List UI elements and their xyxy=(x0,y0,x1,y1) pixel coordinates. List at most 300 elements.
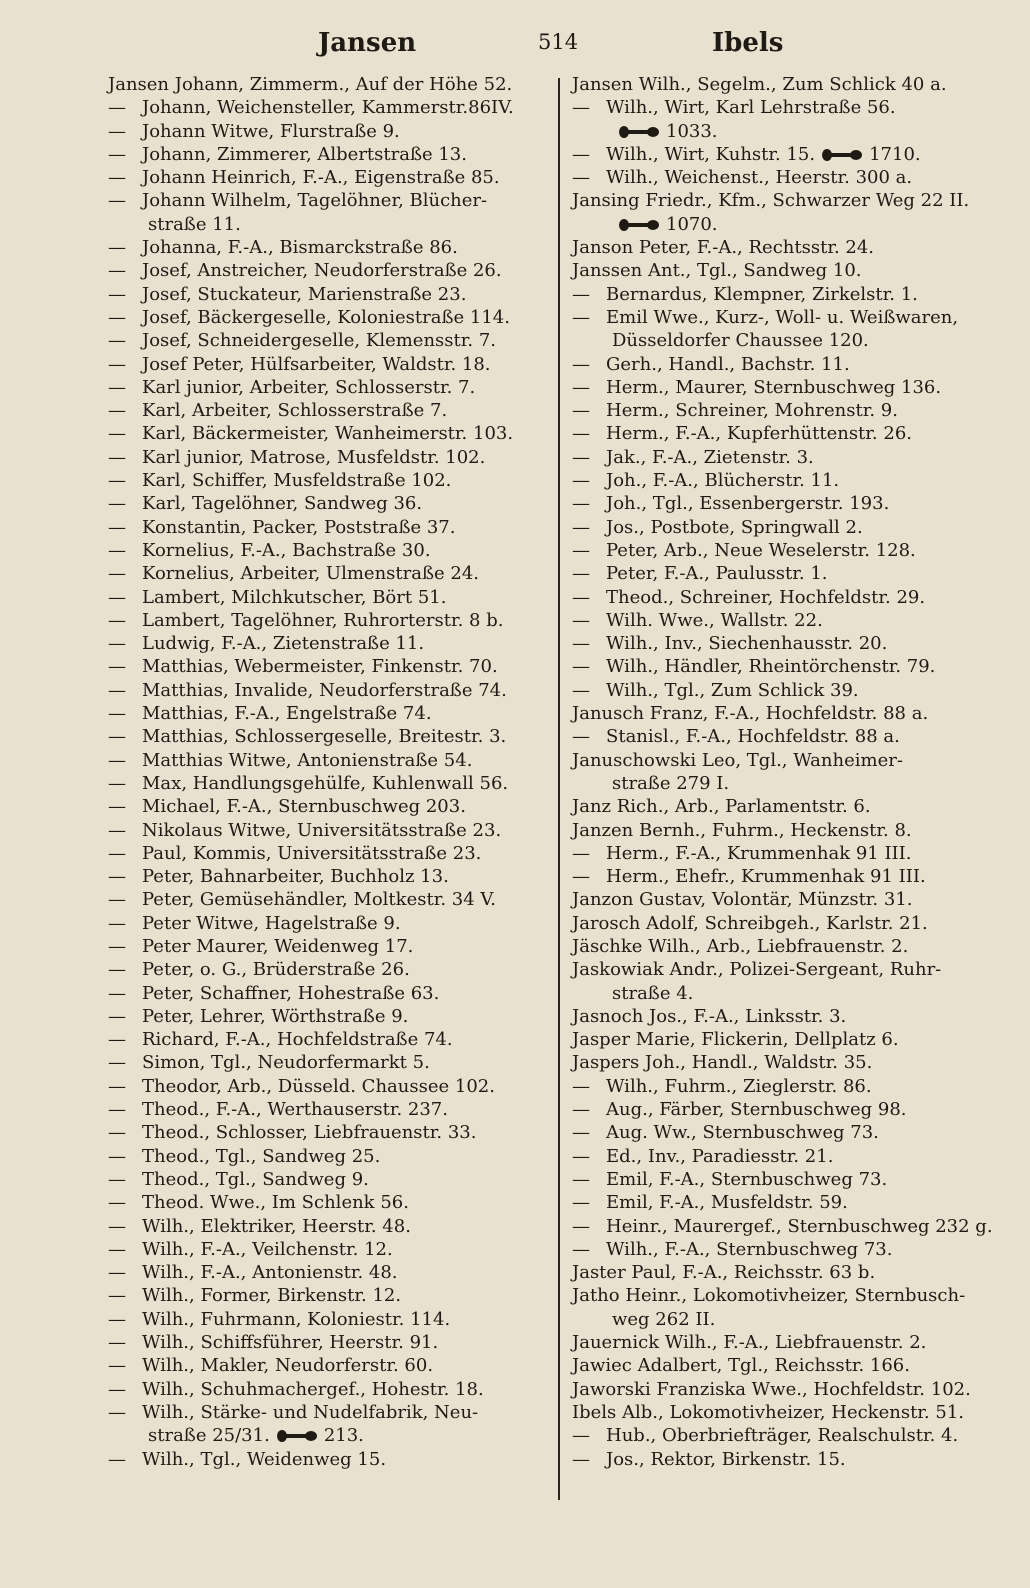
entry-text: Jos., Postbote, Springwall 2. xyxy=(606,516,863,538)
column-divider xyxy=(558,78,560,1500)
directory-entry xyxy=(108,772,548,795)
ditto-dash: — xyxy=(572,167,590,189)
ditto-dash: — xyxy=(108,1448,126,1470)
directory-entry xyxy=(108,516,548,539)
directory-entry xyxy=(108,819,548,842)
directory-entry xyxy=(572,725,1007,748)
directory-entry xyxy=(572,1331,1007,1354)
directory-entry xyxy=(572,306,1007,329)
directory-entry xyxy=(572,958,1007,981)
directory-entry xyxy=(572,1145,1007,1168)
entry-text: Theod. Wwe., Im Schlenk 56. xyxy=(142,1192,409,1214)
ditto-dash: — xyxy=(572,1099,590,1121)
ditto-dash: — xyxy=(108,1099,126,1121)
directory-entry xyxy=(108,1261,548,1284)
directory-entry xyxy=(572,562,1007,585)
directory-entry xyxy=(108,213,548,236)
entry-text: Ibels Alb., Lokomotivheizer, Heckenstr. 51. xyxy=(572,1401,965,1423)
directory-entry xyxy=(572,236,1007,259)
directory-entry xyxy=(572,842,1007,865)
directory-entry xyxy=(108,1215,548,1238)
entry-text: Michael, F.-A., Sternbuschweg 203. xyxy=(142,796,466,818)
directory-entry xyxy=(108,865,548,888)
ditto-dash: — xyxy=(572,493,590,515)
telephone-icon xyxy=(618,125,660,139)
ditto-dash: — xyxy=(108,609,126,631)
entry-text: Herm., Maurer, Sternbuschweg 136. xyxy=(606,376,942,398)
directory-entry xyxy=(572,1238,1007,1261)
header-right-name: Ibels xyxy=(712,28,784,58)
ditto-dash: — xyxy=(108,866,126,888)
telephone-number: 213. xyxy=(323,1425,364,1447)
ditto-dash: — xyxy=(572,1425,590,1447)
entry-text: Karl, Tagelöhner, Sandweg 36. xyxy=(142,493,423,515)
entry-text: Theod., Tgl., Sandweg 25. xyxy=(142,1145,381,1167)
entry-text: Ed., Inv., Paradiesstr. 21. xyxy=(606,1145,834,1167)
directory-entry xyxy=(572,888,1007,911)
ditto-dash: — xyxy=(108,516,126,538)
entry-text: Josef, Schneidergeselle, Klemensstr. 7. xyxy=(142,330,496,352)
directory-entry xyxy=(572,1191,1007,1214)
directory-entry xyxy=(108,1005,548,1028)
directory-entry xyxy=(108,306,548,329)
entry-text: Herm., Ehefr., Krummenhak 91 III. xyxy=(606,866,926,888)
telephone-number: 1710. xyxy=(869,143,921,165)
directory-entry xyxy=(572,819,1007,842)
page-header xyxy=(0,28,1030,68)
ditto-dash: — xyxy=(108,1285,126,1307)
directory-entry xyxy=(108,1028,548,1051)
directory-entry xyxy=(572,702,1007,725)
directory-entry xyxy=(108,376,548,399)
ditto-dash: — xyxy=(108,1168,126,1190)
ditto-dash: — xyxy=(108,1401,126,1423)
directory-entry xyxy=(108,1121,548,1144)
entry-text: Jäschke Wilh., Arb., Liebfrauenstr. 2. xyxy=(572,935,909,957)
directory-entry xyxy=(108,958,548,981)
ditto-dash: — xyxy=(108,237,126,259)
directory-entry xyxy=(572,1378,1007,1401)
directory-entry xyxy=(572,376,1007,399)
entry-text: Janusch Franz, F.-A., Hochfeldstr. 88 a. xyxy=(572,703,929,725)
directory-entry xyxy=(572,1028,1007,1051)
entry-text: Matthias Witwe, Antonienstraße 54. xyxy=(142,749,473,771)
ditto-dash: — xyxy=(108,633,126,655)
entry-text: Emil, F.-A., Musfeldstr. 59. xyxy=(606,1192,848,1214)
ditto-dash: — xyxy=(108,1005,126,1027)
directory-entry xyxy=(572,189,1007,212)
entry-text: Januschowski Leo, Tgl., Wanheimer- xyxy=(572,749,903,771)
directory-entry xyxy=(572,1424,1007,1447)
telephone-icon xyxy=(821,148,863,162)
ditto-dash: — xyxy=(572,516,590,538)
entry-text: Jasnoch Jos., F.-A., Linksstr. 3. xyxy=(572,1005,847,1027)
ditto-dash: — xyxy=(572,143,590,165)
directory-entry xyxy=(572,353,1007,376)
entry-text: Kornelius, F.-A., Bachstraße 30. xyxy=(142,539,431,561)
entry-text: Jasper Marie, Flickerin, Dellplatz 6. xyxy=(572,1029,899,1051)
entry-text: Bernardus, Klempner, Zirkelstr. 1. xyxy=(606,283,918,305)
directory-entry xyxy=(108,189,548,212)
directory-entry xyxy=(572,609,1007,632)
entry-text: Wilh., Tgl., Zum Schlick 39. xyxy=(606,679,859,701)
ditto-dash: — xyxy=(572,633,590,655)
entry-text: Johann Heinrich, F.-A., Eigenstraße 85. xyxy=(142,167,500,189)
ditto-dash: — xyxy=(108,1262,126,1284)
entry-text: Matthias, Schlossergeselle, Breitestr. 3. xyxy=(142,726,507,748)
entry-text: Jak., F.-A., Zietenstr. 3. xyxy=(606,446,814,468)
ditto-dash: — xyxy=(108,1378,126,1400)
ditto-dash: — xyxy=(108,819,126,841)
entry-text: Jansen Wilh., Segelm., Zum Schlick 40 a. xyxy=(572,74,947,95)
ditto-dash: — xyxy=(108,679,126,701)
entry-text: Janzen Bernh., Fuhrm., Heckenstr. 8. xyxy=(572,819,912,841)
page-number: 514 xyxy=(538,30,579,54)
ditto-dash: — xyxy=(108,330,126,352)
directory-entry xyxy=(108,842,548,865)
directory-entry xyxy=(108,143,548,166)
directory-entry xyxy=(572,1354,1007,1377)
directory-entry xyxy=(572,865,1007,888)
directory-entry xyxy=(108,1191,548,1214)
ditto-dash: — xyxy=(572,1168,590,1190)
directory-entry xyxy=(572,982,1007,1005)
directory-entry xyxy=(572,586,1007,609)
directory-entry xyxy=(572,632,1007,655)
directory-entry xyxy=(108,679,548,702)
ditto-dash: — xyxy=(108,97,126,119)
directory-entry xyxy=(108,1075,548,1098)
directory-entry xyxy=(572,1308,1007,1331)
ditto-dash: — xyxy=(108,889,126,911)
entry-text: Jarosch Adolf, Schreibgeh., Karlstr. 21. xyxy=(572,912,928,934)
directory-entry xyxy=(572,399,1007,422)
ditto-dash: — xyxy=(108,143,126,165)
directory-entry xyxy=(108,1424,548,1447)
entry-text: Jaspers Joh., Handl., Waldstr. 35. xyxy=(572,1052,873,1074)
ditto-dash: — xyxy=(108,726,126,748)
entry-text: Kornelius, Arbeiter, Ulmenstraße 24. xyxy=(142,563,479,585)
entry-text: Peter, Schaffner, Hohestraße 63. xyxy=(142,982,440,1004)
ditto-dash: — xyxy=(572,539,590,561)
ditto-dash: — xyxy=(108,493,126,515)
entry-text: straße 4. xyxy=(612,982,694,1004)
entry-text: Janz Rich., Arb., Parlamentstr. 6. xyxy=(572,796,871,818)
ditto-dash: — xyxy=(572,726,590,748)
entry-text: Karl, Bäckermeister, Wanheimerstr. 103. xyxy=(142,423,514,445)
entry-text: Lambert, Milchkutscher, Bört 51. xyxy=(142,586,447,608)
entry-text: Konstantin, Packer, Poststraße 37. xyxy=(142,516,456,538)
entry-text: Wilh., Wirt, Karl Lehrstraße 56. xyxy=(606,97,896,119)
directory-entry xyxy=(108,795,548,818)
ditto-dash: — xyxy=(572,563,590,585)
entry-text: Wilh., Händler, Rheintörchenstr. 79. xyxy=(606,656,936,678)
directory-entry xyxy=(108,1331,548,1354)
ditto-dash: — xyxy=(108,120,126,142)
directory-entry xyxy=(108,120,548,143)
directory-entry xyxy=(572,655,1007,678)
ditto-dash: — xyxy=(572,470,590,492)
directory-entry xyxy=(572,1098,1007,1121)
entry-text: Wilh., Makler, Neudorferstr. 60. xyxy=(142,1355,434,1377)
entry-text: Paul, Kommis, Universitätsstraße 23. xyxy=(142,842,482,864)
directory-entry xyxy=(108,609,548,632)
entry-text: Peter, Gemüsehändler, Moltkestr. 34 V. xyxy=(142,889,496,911)
directory-entry xyxy=(108,935,548,958)
entry-text: Johann Wilhelm, Tagelöhner, Blücher- xyxy=(142,190,488,212)
directory-entry xyxy=(572,912,1007,935)
ditto-dash: — xyxy=(572,1448,590,1470)
ditto-dash: — xyxy=(572,1075,590,1097)
ditto-dash: — xyxy=(108,1332,126,1354)
directory-entry xyxy=(108,1378,548,1401)
directory-entry xyxy=(572,1215,1007,1238)
ditto-dash: — xyxy=(572,1122,590,1144)
ditto-dash: — xyxy=(572,283,590,305)
ditto-dash: — xyxy=(108,749,126,771)
directory-entry xyxy=(108,562,548,585)
ditto-dash: — xyxy=(108,283,126,305)
ditto-dash: — xyxy=(108,446,126,468)
ditto-dash: — xyxy=(108,1029,126,1051)
ditto-dash: — xyxy=(572,446,590,468)
directory-entry xyxy=(108,1448,548,1471)
entry-text: Karl junior, Matrose, Musfeldstr. 102. xyxy=(142,446,486,468)
ditto-dash: — xyxy=(108,959,126,981)
directory-entry xyxy=(572,1261,1007,1284)
directory-entry xyxy=(108,96,548,119)
entry-text: Herm., Schreiner, Mohrenstr. 9. xyxy=(606,400,898,422)
entry-text: straße 11. xyxy=(148,213,241,235)
entry-text: Wilh., Wirt, Kuhstr. 15. xyxy=(606,143,816,165)
entry-text: Peter, Bahnarbeiter, Buchholz 13. xyxy=(142,866,449,888)
ditto-dash: — xyxy=(108,1192,126,1214)
directory-entry xyxy=(108,702,548,725)
directory-entry xyxy=(572,143,1007,166)
entry-text: Josef Peter, Hülfsarbeiter, Waldstr. 18. xyxy=(142,353,491,375)
directory-entry xyxy=(572,795,1007,818)
entry-text: Theodor, Arb., Düsseld. Chaussee 102. xyxy=(142,1075,495,1097)
ditto-dash: — xyxy=(572,842,590,864)
directory-entry xyxy=(108,1354,548,1377)
directory-entry xyxy=(108,539,548,562)
ditto-dash: — xyxy=(108,912,126,934)
entry-text: Jansing Friedr., Kfm., Schwarzer Weg 22 II. xyxy=(572,190,970,212)
entry-text: Wilh., Schiffsführer, Heerstr. 91. xyxy=(142,1332,439,1354)
ditto-dash: — xyxy=(572,353,590,375)
directory-entry xyxy=(108,632,548,655)
ditto-dash: — xyxy=(108,703,126,725)
entry-text: Jansen Johann, Zimmerm., Auf der Höhe 52. xyxy=(108,74,513,95)
entry-text: Aug. Ww., Sternbuschweg 73. xyxy=(606,1122,879,1144)
entry-text: Johann, Weichensteller, Kammerstr.86IV. xyxy=(142,97,514,119)
directory-entry xyxy=(108,353,548,376)
entry-text: Wilh. Wwe., Wallstr. 22. xyxy=(606,609,823,631)
directory-entry xyxy=(108,492,548,515)
entry-text: Peter Witwe, Hagelstraße 9. xyxy=(142,912,401,934)
entry-text: Stanisl., F.-A., Hochfeldstr. 88 a. xyxy=(606,726,900,748)
ditto-dash: — xyxy=(108,423,126,445)
directory-entry xyxy=(572,1051,1007,1074)
directory-entry xyxy=(108,888,548,911)
directory-entry xyxy=(572,1284,1007,1307)
directory-entry xyxy=(108,283,548,306)
directory-entry xyxy=(572,516,1007,539)
directory-entry xyxy=(108,422,548,445)
entry-text: Emil, F.-A., Sternbuschweg 73. xyxy=(606,1168,888,1190)
directory-entry xyxy=(572,1121,1007,1144)
entry-text: straße 25/31. xyxy=(148,1425,270,1447)
entry-text: Josef, Stuckateur, Marienstraße 23. xyxy=(142,283,467,305)
ditto-dash: — xyxy=(572,609,590,631)
ditto-dash: — xyxy=(572,1192,590,1214)
directory-entry xyxy=(108,259,548,282)
directory-entry xyxy=(108,1051,548,1074)
directory-entry xyxy=(108,1238,548,1261)
ditto-dash: — xyxy=(108,563,126,585)
directory-entry xyxy=(572,73,1007,96)
entry-text: Emil Wwe., Kurz-, Woll- u. Weißwaren, xyxy=(606,306,959,328)
entry-text: Joh., F.-A., Blücherstr. 11. xyxy=(606,470,840,492)
directory-entry xyxy=(108,586,548,609)
entry-text: Matthias, Webermeister, Finkenstr. 70. xyxy=(142,656,498,678)
entry-text: Josef, Bäckergeselle, Koloniestraße 114. xyxy=(142,306,510,328)
ditto-dash: — xyxy=(108,1145,126,1167)
ditto-dash: — xyxy=(572,1238,590,1260)
directory-entry xyxy=(108,1098,548,1121)
entry-text: Karl, Schiffer, Musfeldstraße 102. xyxy=(142,470,452,492)
entry-text: Gerh., Handl., Bachstr. 11. xyxy=(606,353,850,375)
entry-text: Herm., F.-A., Krummenhak 91 III. xyxy=(606,842,912,864)
directory-entry xyxy=(572,96,1007,119)
entry-text: Wilh., Stärke- und Nudelfabrik, Neu- xyxy=(142,1401,479,1423)
entry-text: Theod., Schreiner, Hochfeldstr. 29. xyxy=(606,586,926,608)
ditto-dash: — xyxy=(108,306,126,328)
entry-text: Karl junior, Arbeiter, Schlosserstr. 7. xyxy=(142,376,476,398)
directory-entry xyxy=(108,1284,548,1307)
entry-text: Jatho Heinr., Lokomotivheizer, Sternbusch- xyxy=(572,1285,966,1307)
entry-text: Peter, F.-A., Paulusstr. 1. xyxy=(606,563,828,585)
ditto-dash: — xyxy=(108,260,126,282)
directory-entry xyxy=(108,1168,548,1191)
entry-text: Ludwig, F.-A., Zietenstraße 11. xyxy=(142,633,425,655)
entry-text: Josef, Anstreicher, Neudorferstraße 26. xyxy=(142,260,502,282)
directory-entry xyxy=(108,655,548,678)
entry-text: straße 279 I. xyxy=(612,772,730,794)
ditto-dash: — xyxy=(572,376,590,398)
entry-text: Jaskowiak Andr., Polizei-Sergeant, Ruhr- xyxy=(572,959,942,981)
entry-text: Theod., Tgl., Sandweg 9. xyxy=(142,1168,369,1190)
directory-entry xyxy=(572,422,1007,445)
entry-text: Peter, Lehrer, Wörthstraße 9. xyxy=(142,1005,409,1027)
ditto-dash: — xyxy=(108,1052,126,1074)
entry-text: Jos., Rektor, Birkenstr. 15. xyxy=(606,1448,846,1470)
ditto-dash: — xyxy=(108,1238,126,1260)
entry-text: Wilh., Tgl., Weidenweg 15. xyxy=(142,1448,387,1470)
ditto-dash: — xyxy=(108,167,126,189)
ditto-dash: — xyxy=(572,866,590,888)
ditto-dash: — xyxy=(108,190,126,212)
entry-text: Johann, Zimmerer, Albertstraße 13. xyxy=(142,143,467,165)
entry-text: Hub., Oberbriefträger, Realschulstr. 4. xyxy=(606,1425,959,1447)
directory-entry xyxy=(572,120,1007,143)
ditto-dash: — xyxy=(572,679,590,701)
directory-entry xyxy=(108,1401,548,1424)
telephone-number: 1070. xyxy=(666,213,718,235)
entry-text: Janson Peter, F.-A., Rechtsstr. 24. xyxy=(572,237,875,259)
entry-text: Johann Witwe, Flurstraße 9. xyxy=(142,120,400,142)
directory-entry xyxy=(108,166,548,189)
directory-entry xyxy=(108,329,548,352)
entry-text: Matthias, F.-A., Engelstraße 74. xyxy=(142,703,432,725)
left-column xyxy=(108,73,548,1471)
directory-entry xyxy=(108,446,548,469)
entry-text: Wilh., Schuhmachergef., Hohestr. 18. xyxy=(142,1378,484,1400)
entry-text: Peter, o. G., Brüderstraße 26. xyxy=(142,959,410,981)
directory-entry xyxy=(108,399,548,422)
directory-entry xyxy=(572,492,1007,515)
entry-text: weg 262 II. xyxy=(612,1308,716,1330)
entry-text: Wilh., Fuhrm., Zieglerstr. 86. xyxy=(606,1075,872,1097)
ditto-dash: — xyxy=(108,353,126,375)
ditto-dash: — xyxy=(572,656,590,678)
directory-entry xyxy=(572,446,1007,469)
directory-entry xyxy=(572,772,1007,795)
ditto-dash: — xyxy=(572,97,590,119)
ditto-dash: — xyxy=(572,423,590,445)
right-column xyxy=(572,73,1007,1471)
entry-text: Matthias, Invalide, Neudorferstraße 74. xyxy=(142,679,507,701)
directory-entry xyxy=(572,539,1007,562)
ditto-dash: — xyxy=(108,1215,126,1237)
telephone-number: 1033. xyxy=(666,120,718,142)
directory-entry xyxy=(108,749,548,772)
entry-text: Jawiec Adalbert, Tgl., Reichsstr. 166. xyxy=(572,1355,910,1377)
ditto-dash: — xyxy=(108,539,126,561)
directory-entry xyxy=(572,1401,1007,1424)
entry-text: Simon, Tgl., Neudorfermarkt 5. xyxy=(142,1052,430,1074)
directory-entry xyxy=(572,213,1007,236)
ditto-dash: — xyxy=(572,400,590,422)
ditto-dash: — xyxy=(108,400,126,422)
entry-text: Herm., F.-A., Kupferhüttenstr. 26. xyxy=(606,423,912,445)
entry-text: Theod., Schlosser, Liebfrauenstr. 33. xyxy=(142,1122,477,1144)
entry-text: Richard, F.-A., Hochfeldstraße 74. xyxy=(142,1029,453,1051)
ditto-dash: — xyxy=(108,842,126,864)
ditto-dash: — xyxy=(572,306,590,328)
entry-text: Jaster Paul, F.-A., Reichsstr. 63 b. xyxy=(572,1262,876,1284)
entry-text: Janssen Ant., Tgl., Sandweg 10. xyxy=(572,260,862,282)
directory-entry xyxy=(572,259,1007,282)
ditto-dash: — xyxy=(108,772,126,794)
directory-entry xyxy=(572,469,1007,492)
directory-entry xyxy=(108,236,548,259)
directory-entry xyxy=(572,283,1007,306)
directory-entry xyxy=(108,912,548,935)
entry-text: Düsseldorfer Chaussee 120. xyxy=(612,330,869,352)
entry-text: Wilh., Fuhrmann, Koloniestr. 114. xyxy=(142,1308,451,1330)
directory-entry xyxy=(572,679,1007,702)
entry-text: Jaworski Franziska Wwe., Hochfeldstr. 102. xyxy=(572,1378,971,1400)
directory-entry xyxy=(572,329,1007,352)
directory-entry xyxy=(572,1005,1007,1028)
ditto-dash: — xyxy=(108,376,126,398)
ditto-dash: — xyxy=(572,1215,590,1237)
entry-text: Wilh., Weichenst., Heerstr. 300 a. xyxy=(606,167,913,189)
directory-entry xyxy=(572,166,1007,189)
ditto-dash: — xyxy=(108,982,126,1004)
ditto-dash: — xyxy=(108,1355,126,1377)
